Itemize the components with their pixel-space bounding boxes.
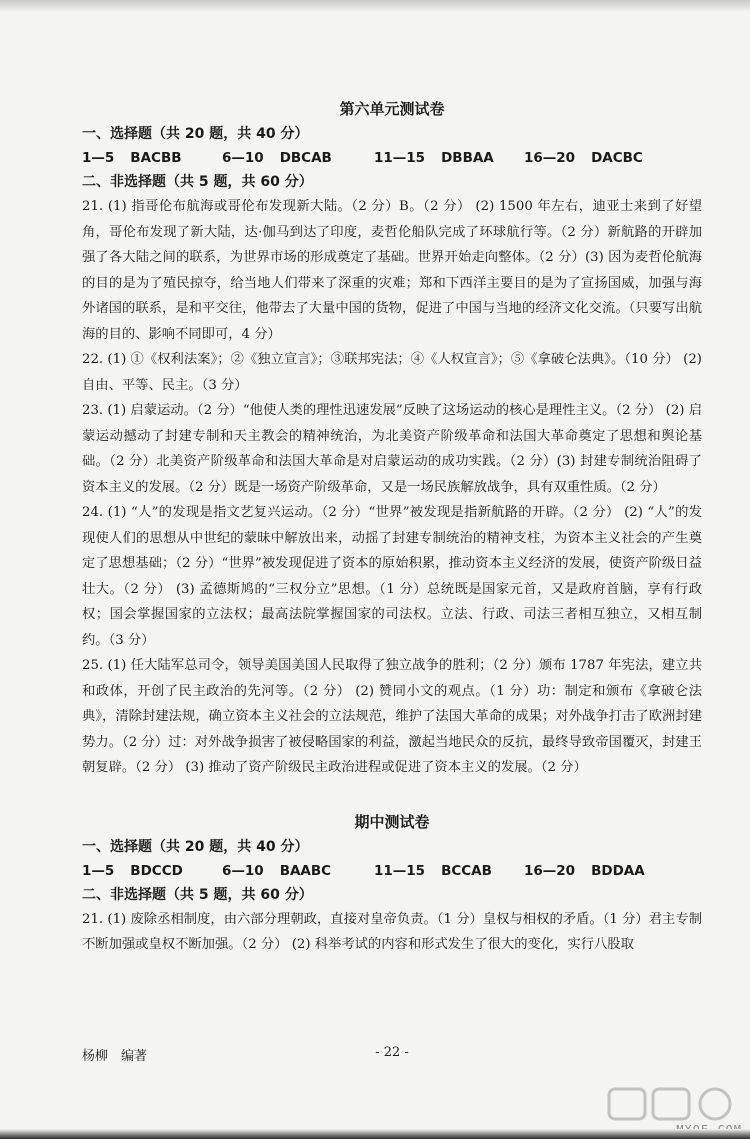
answer-group bbox=[222, 146, 374, 170]
unit6-choice-heading: 一、选择题（共 20 题，共 40 分） bbox=[82, 126, 309, 142]
answer-group bbox=[374, 859, 524, 883]
answer-range: 6—10 bbox=[222, 150, 264, 166]
section-spacer bbox=[82, 781, 702, 809]
unit6-answer-22: 22. (1) ①《权利法案》；②《独立宣言》；③联邦宪法；④《人权宣言》；⑤《拿破仑法典》。（10 分） (2) 自由、平等、民主。（3 分） bbox=[82, 352, 702, 393]
answer-range: 6—10 bbox=[222, 862, 264, 879]
midterm-choice-heading: 一、选择题（共 20 题，共 40 分） bbox=[82, 838, 309, 855]
answer-range: 16—20 bbox=[524, 150, 576, 166]
answer-value: DACBC bbox=[591, 150, 643, 166]
midterm-answer-21: 21. (1) 废除丞相制度，由六部分理朝政，直接对皇帝负责。（1 分）皇权与相权的矛盾。（1 分）君主专制不断加强或皇权不断加强。（2 分） (2) 科举考试的内容和形式发生了很大的变化，实行八股取 bbox=[82, 911, 702, 952]
scan-top-edge bbox=[0, 0, 750, 12]
answer-range: 16—20 bbox=[524, 862, 576, 879]
page-number: - 22 - bbox=[375, 1045, 409, 1060]
unit6-answer-row bbox=[82, 146, 702, 170]
midterm-nonchoice-heading: 二、非选择题（共 5 题，共 60 分） bbox=[82, 886, 313, 903]
answer-value: BDDAA bbox=[591, 862, 645, 879]
answer-value: DBBAA bbox=[441, 150, 494, 166]
unit6-answer-25: 25. (1) 任大陆军总司令，领导美国美国人民取得了独立战争的胜利；（2 分）颁布 1787 年宪法，建立共和政体，开创了民主政治的先河等。（2 分） (2) 赞同小文的观点。（1 分）功：制定和颁布《拿破仑法典》，清除封建法规，确立资本主义社会的立法规范，维护了法国大革命的成果；对外战争打击了欧洲封建势力。（2 分）过：对外战争损害了被侵略国家的利益，激起当地民众的反抗，最终导致帝国覆灭，封建王朝复辟。（2 分） (3) 推动了资产阶级民主政治进程或促进了资本主义的发展。（2 分） bbox=[82, 658, 702, 775]
answer-group bbox=[374, 146, 524, 170]
answer-value: BACBB bbox=[130, 150, 182, 166]
answer-range: 11—15 bbox=[374, 150, 426, 166]
unit6-answer-21: 21. (1) 指哥伦布航海或哥伦布发现新大陆。（2 分）B。（2 分） (2) 1500 年左右，迪亚士来到了好望角，哥伦布发现了新大陆，达·伽马到达了印度，麦哲伦船队完成了环球航行等。（2 分）新航路的开辟加强了各大陆之间的联系，为世界市场的形成奠定了基础。世界开始走向整体。（2 分）(3) 因为麦哲伦航海的目的是为了殖民掠夺，给当地人们带来了深重的灾难；郑和下西洋主要目的是为了宣扬国威，加强与海外诸国的联系，是和平交往，他带去了大量中国的货物，促进了中国与当地的经济文化交流。（只要写出航海的目的、影响不同即可，4 分） bbox=[82, 199, 702, 342]
author-credit: 杨柳 编著 bbox=[82, 1049, 148, 1064]
answer-range: 1—5 bbox=[82, 862, 115, 879]
answer-group bbox=[82, 146, 222, 170]
page-footer bbox=[82, 1045, 702, 1067]
watermark-logo-icon bbox=[607, 1085, 742, 1127]
answer-value: BCCAB bbox=[441, 862, 492, 879]
unit6-title: 第六单元测试卷 bbox=[339, 100, 445, 118]
unit6-answer-24: 24. (1) “人”的发现是指文艺复兴运动。（2 分）“世界”被发现是指新航路的开辟。（2 分） (2) “人”的发现使人们的思想从中世纪的蒙昧中解放出来，动摇了封建专制统治的精神支柱，为资本主义社会的产生奠定了思想基础；（2 分）“世界”被发现促进了资本的原始积累，推动资本主义经济的发展，使资产阶级日益壮大。（2 分） (3) 孟德斯鸠的“三权分立”思想。（1 分）总统既是国家元首，又是政府首脑，享有行政权；国会掌握国家的立法权；最高法院掌握国家的司法权。立法、行政、司法三者相互独立，又相互制约。（3 分） bbox=[82, 505, 702, 648]
answer-range: 1—5 bbox=[82, 150, 115, 166]
answer-group bbox=[524, 859, 645, 883]
content-area bbox=[82, 96, 702, 958]
answer-value: BAABC bbox=[279, 862, 332, 879]
answer-group bbox=[82, 859, 222, 883]
answer-value: BDCCD bbox=[130, 862, 183, 879]
midterm-answer-row bbox=[82, 859, 702, 883]
answer-group bbox=[222, 859, 374, 883]
answer-range: 11—15 bbox=[374, 862, 426, 879]
midterm-title: 期中测试卷 bbox=[354, 812, 430, 831]
answer-group bbox=[524, 146, 643, 170]
scan-bottom-edge bbox=[0, 1129, 750, 1139]
unit6-answer-23: 23. (1) 启蒙运动。（2 分）“他使人类的理性迅速发展”反映了这场运动的核心是理性主义。（2 分） (2) 启蒙运动撼动了封建专制和天主教会的精神统治，为北美资产阶级革命和法国大革命奠定了思想和舆论基础。（2 分）北美资产阶级革命和法国大革命是对启蒙运动的成功实践。（2 分）(3) 封建专制统治阻碍了资本主义的发展。（2 分）既是一场资产阶级革命，又是一场民族解放战争，具有双重性质。（2 分） bbox=[82, 403, 702, 495]
unit6-nonchoice-heading: 二、非选择题（共 5 题，共 60 分） bbox=[82, 174, 313, 190]
answer-value: DBCAB bbox=[279, 150, 332, 166]
